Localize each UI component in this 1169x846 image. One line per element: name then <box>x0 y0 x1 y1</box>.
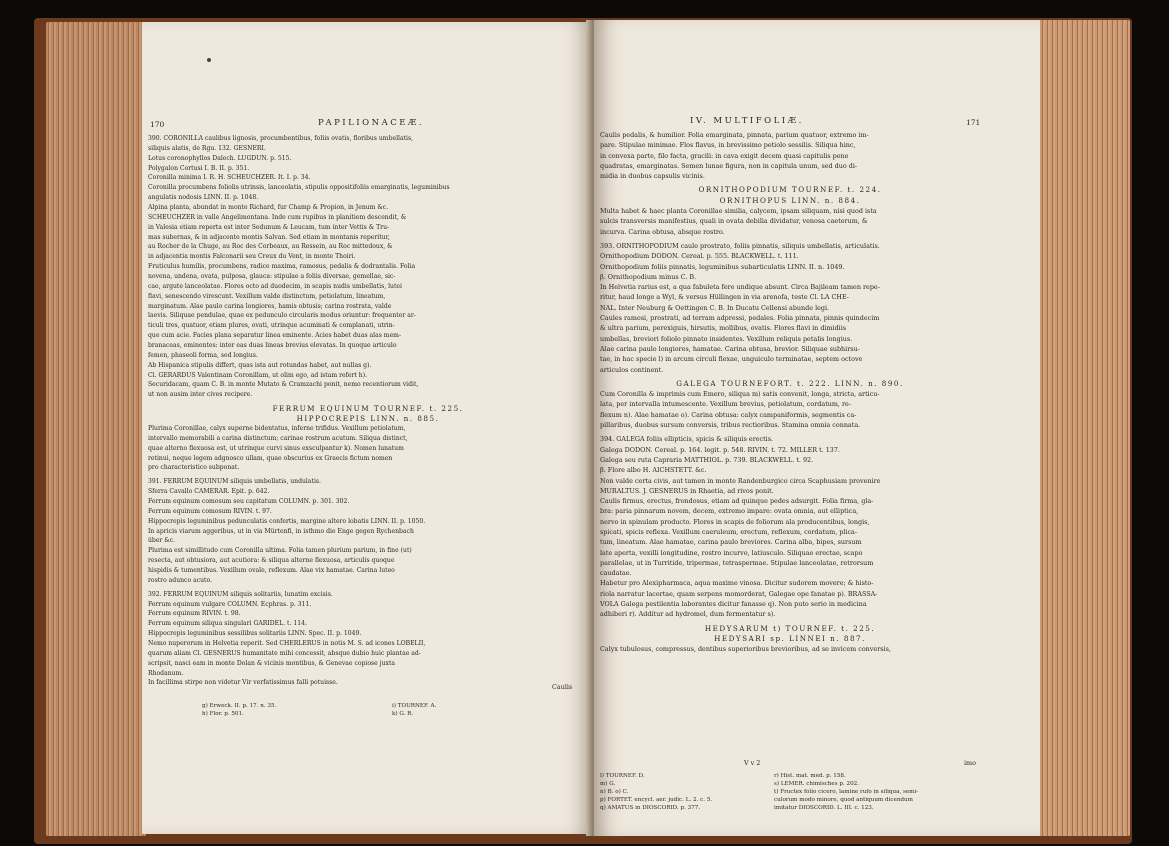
text-line: retinui, neque legem adgnosco ullam, quae obscurius ex Graecis fictum nomen <box>148 454 393 462</box>
text-line: quadratas, emarginatas. Semen lunae figura, non in capitula unum, sed duo di- <box>600 161 858 170</box>
text-line: resecta, aut obtusiora, aut acutiora: & siliqua alterne flexuosa, articulis quoque <box>148 557 395 565</box>
footnote: i) TOURNEF. A. <box>392 703 437 709</box>
text-line: adhiberi r). Additur ad hydromel, dum fermentatur s). <box>600 610 776 619</box>
text-line: FERRUM EQUINUM TOURNEF. t. 225. <box>272 404 464 414</box>
text-line: lata, per intervalla intumescente. Vexillum brevius, petiolatum, cordatum, re- <box>600 400 851 409</box>
text-line: Galega DODON. Cereal. p. 164. legit. p. 548. RIVIN. t. 72. MILLER t. 137. <box>600 445 840 454</box>
text-line: in adjacentia montis Falconarii seu Creux du Vent, in monte Thoiri. <box>148 253 356 261</box>
left-footnotes-1 <box>202 702 276 718</box>
speck <box>207 58 211 62</box>
text-line: HEDYSARUM t) TOURNEF. t. 225. <box>704 623 876 633</box>
footnote: n) B. o) C. <box>600 789 629 795</box>
text-line: Ab Hispanica stipulis differt, quas ista aut rotundas habet, aut nullas g). <box>148 361 372 369</box>
text-line: Calyx tubulosus, compressus, dentibus superioribus brevioribus, ad se invicem conversis, <box>600 645 891 654</box>
text-line: In facillima stirpe non videtur Vir verfatissimus falli potuisse. <box>148 679 338 687</box>
text-line: Ferrum equinum comosum seu capitatum COLUMN. p. 301. 302. <box>148 497 350 505</box>
text-line: au Rocher de la Chuge, au Roc des Corbeaux, au Ressein, au Roc mittedoux, & <box>148 243 393 251</box>
text-line: spicati, spicis reflexa. Vexillum caeruleum, erectum, reflexum, cordatum, plica- <box>600 527 857 536</box>
right-catchword-row <box>964 758 976 768</box>
text-line: β. Ornithopodium minus C. B. <box>600 272 697 281</box>
text-line: intervallo memorabili a carina distinctum; carinae rostrum acutum. Siliqua distinct, <box>148 434 408 442</box>
text-line: ritur, haud longe a Wyl, & versus Hüllingen in via arenofa, teste Cl. LA CHE- <box>600 293 849 302</box>
text-line: Coronilla minima I. R. H. SCHEUCHZER. It. I. p. 34. <box>148 174 311 182</box>
footnote: imitatur DIOSCORID. L. III. c. 123. <box>774 805 874 811</box>
left-running-head: PAPILIONACEÆ. <box>318 118 425 128</box>
text-line: pro characteristico subponat. <box>148 464 240 472</box>
right-footnotes-2 <box>774 772 918 812</box>
text-line: mas subernas, & in adjacente montis Salvan. Sed etiam in montanis reperitur, <box>148 233 390 241</box>
text-line: & ultra parium, perexiguis, hirsutis, mollibus, ovatis. Flores flavi in dimidiis <box>600 324 847 333</box>
text-line: tum, lineatum. Alae hamatae, carina paulo breviores. Carina alba, bipes, sursum <box>600 538 862 547</box>
text-line: MURALTUS. J. GESNERUS in Rhaetia, ad rivos ponit. <box>600 486 774 495</box>
text-line: sulcis transversis manifestius, quali in ovata debilia dividatur, venosa caeterum, & <box>600 217 868 226</box>
text-line: riola narratur lacertae, quam serpens momorderat, Galegae ope fanatae p). BRASSA- <box>600 589 878 598</box>
text-line: In Helvetia rarius est, a qua fabuleta fere undique absunt. Circa Bajileam tamen repe- <box>600 283 880 292</box>
text-line: Nemo nuperorum in Helvetia reperit. Sed CHERLERUS in notis M. S. ad icones LOBELII, <box>148 639 426 647</box>
signature-row <box>744 758 760 768</box>
text-line: β. Flore albo H. AICHSTETT. &c. <box>600 466 707 475</box>
text-line: Ferrum equinum siliqua singulari GARIDEL. t. 114. <box>148 620 307 628</box>
text-line: NAL. Inter Neuburg & Oettingen C. B. In Ducatu Cellensi abunde legi. <box>600 303 830 312</box>
text-line: Habetur pro Alexipharmaca, aqua maxime vinosa. Dicitur sudorem movere; & histo- <box>600 579 874 588</box>
text-line: ORNITHOPODIUM TOURNEF. t. 224. <box>698 185 882 195</box>
text-line: 392. FERRUM EQUINUM siliquis solitariis, lunatim excisis. <box>148 590 333 598</box>
text-line: angulatis nodosis LINN. II. p. 1048. <box>148 194 259 202</box>
text-line: Alpina planta, abundat in monte Richard, fur Champ & Propion, in Jenum &c. <box>148 204 389 212</box>
text-line: scripsit, nasci eam in monte Dolan & vicinis montibus, & Genevae copiose juxta <box>148 659 396 667</box>
right-page-number: 171 <box>966 118 981 127</box>
text-line: laevis. Siliquae pendulae, quae ex pedunculo circularis modus oriuntur: frequenter ar- <box>148 312 416 320</box>
text-line: parallelae, ut in Turritide, tripermae, tetraspermae. Stipulae lanceolatae, retrorsum <box>600 558 874 567</box>
text-line: Plurima Coronillae, calyx superne bidentatus, inferne trifidus. Vexillum petiolatum, <box>148 424 406 432</box>
text-line: Fruticulus humilis, procumbens, radice maxima, ramosus, pedalis & dodrantalis. Folia <box>148 263 416 271</box>
text-line: Ornithopodium DODON. Cereal. p. 555. BLACKWELL. t. 111. <box>600 252 799 261</box>
text-line: Ornithopodium foliis pinnatis, leguminibus subarticulatis LINN. II. n. 1049. <box>600 262 845 271</box>
footnote: l) TOURNEF. D. <box>600 773 645 779</box>
text-line: late aperta, vexilli longitudine, rostro incurvo, latiusculo. Siliquae erectae, scapo <box>600 548 863 557</box>
text-line: Ferrum equinum vulgare COLUMN. Ecphras. p. 311. <box>148 600 312 608</box>
text-line: Securidacam, quam C. B. in monte Mutato & Cramzachi ponit, nemo recentiorum vidit, <box>148 381 419 389</box>
text-line: quarum aliam Cl. GESNERUS humanitate mihi concessit, absque dubio huic plantae ad- <box>148 649 421 657</box>
text-line: In apricis viarum aggeribus, ut in via Mürtenfi, in isthmo die Enge gegen Rychenbach <box>148 527 414 535</box>
text-line: Alae carina paulo longiores, hamatae. Carina obtusa, brevior. Siliquae subhirsu- <box>600 344 860 353</box>
right-running-head: IV. MULTIFOLIÆ. <box>690 116 804 126</box>
text-line: Hippocrepis leguminibus pedunculatis confertis, margine altero lobatis LINN. II. p. 1050. <box>148 517 426 525</box>
text-line: GALEGA TOURNEFORT. t. 222. LINN. n. 890. <box>676 378 904 388</box>
text-line: Caulis firmus, erectus, frondosus, etiam ad quinque pedes adsurgit. Folia firma, gla- <box>600 497 874 506</box>
text-line: in convexa parte, filo facta, gracili: in cava exigit decem quasi capitulis pene <box>600 151 849 160</box>
catchword: Caulis <box>552 683 573 691</box>
text-line: flexum n). Alae hamatae o). Carina obtusa: calyx campaniformis, segmentis ca- <box>600 410 857 419</box>
text-line: flavi, senescendo virescunt. Vexillum valde distinctum, petiolatum, lineatum, <box>148 292 386 300</box>
text-line: caudatae. <box>600 569 632 578</box>
text-line: Rhodanum. <box>148 669 184 677</box>
footnote: g) Erweck. II. p. 17. n. 35. <box>202 703 277 709</box>
text-line: novena, undena, ovata, pulposa, glauca: stipulae a foliis diversae, gemellae, sic- <box>148 273 396 281</box>
signature-mark: V v 2 <box>744 759 761 767</box>
text-line: rostro adunco acuto. <box>148 576 212 584</box>
page-edges-right <box>1030 20 1130 836</box>
text-line: ut non ausim inter cives recipere. <box>148 391 253 399</box>
text-line: que cum acie. Facies plana separatur linea eminente. Acies habet duas alas mem- <box>148 332 402 340</box>
text-line: Hippocrepis leguminibus sessilibus solitariis LINN. Spec. II. p. 1049. <box>148 630 362 638</box>
left-page-catchword <box>552 682 572 692</box>
footnote: s) LEMER. chimisches p. 202. <box>774 781 859 787</box>
right-page-text <box>600 130 980 655</box>
left-page-number: 170 <box>150 120 165 129</box>
text-line: midia in duobus capsulis vicinis. <box>600 172 705 181</box>
text-line: Caules ramosi, prostrati, ad terram adpressi, pedales. Folia pinnata, pinnis quindecim <box>600 314 880 323</box>
text-line: 394. GALEGA foliis ellipticis, spicis & siliquis erectis. <box>600 435 774 444</box>
text-line: Coronilla procumbens foliolis utrinsis, lanceolatis, stipulis oppositifoliis emarginatis, leguminibus <box>148 184 450 192</box>
text-line: marginatum. Alae paulo carina longiores, hamis obtusis; carina rostrata, valde <box>148 302 392 310</box>
footnote: m) G. <box>600 781 616 787</box>
text-line: femen, phaseoli forma, sed longius. <box>148 351 258 359</box>
text-line: 393. ORNITHOPODIUM caule prostrato, foliis pinnatis, siliquis umbellatis, articulatis. <box>600 241 880 250</box>
text-line: HIPPOCREPIS LINN. n. 885. <box>296 414 440 424</box>
text-line: tae, in hac specie l) in arcum circuli flexae, unguiculo terminatae, septem octove <box>600 355 863 364</box>
text-line: Ferrum equinum comosum RIVIN. t. 97. <box>148 507 272 515</box>
text-line: bra: paria pinnarum novem, decem, extremo impare: ovata omnia, aut elliptica, <box>600 507 859 516</box>
text-line: Sferra Cavallo CAMERAR. Epit. p. 642. <box>148 488 270 496</box>
text-line: ticuli tres, quatuor, etiam plures, ovati, utrinque acuminati & complanati, utrin- <box>148 322 395 330</box>
text-line: articulos continent. <box>600 365 664 374</box>
text-line: 391. FERRUM EQUINUM siliquis umbellatis, undulatis. <box>148 478 321 486</box>
footnote: culorum modo minore, quod antiquum dicendum <box>774 797 913 803</box>
text-line: Multa habet & haec planta Coronillae similia, calycem, ipsam siliquam, nisi quod ista <box>600 207 877 216</box>
text-line: siliquis alatis, de Rgu. 132. GESNERI. <box>148 144 266 152</box>
footnote: q) AMATUS in DIOSCORID. p. 377. <box>600 805 701 811</box>
text-line: Ferrum equinum RIVIN. t. 98. <box>148 610 241 618</box>
text-line: Cl. GERARDUS Valentinam Coronillam, ut olim ego, ad istam refert h). <box>148 371 368 379</box>
footnote: t) Fructex folio cicero, lamine rufo in siliqua, semi- <box>774 789 919 795</box>
catchword: imo <box>964 759 976 767</box>
footnote: k) G. R. <box>392 711 414 717</box>
text-line: Polygalon Cortusi I. B. II. p. 351. <box>148 164 250 172</box>
text-line: Galega seu ruta Capraria MATTHIOL. p. 739. BLACKWELL. t. 92. <box>600 455 814 464</box>
text-line: nervo in spinulam producto. Flores in scapis de foliorum ala producentibus, longis, <box>600 517 870 526</box>
text-line: Lotus coronophyllos Dalech. LUGDUN. p. 515. <box>148 154 292 162</box>
text-line: umbellas, breviori foliolo pinnato insidentes. Vexillum reliquis petalis longius. <box>600 334 853 343</box>
footnote: p) FORTET. encycl. aer. judic. L. 2. c. 5. <box>600 797 713 803</box>
text-line: Cum Coronilla & imprimis cum Emero, siliqua m) satis convenit, longa, stricta, articu- <box>600 390 880 399</box>
text-line: branaceas, eminentes: inter eas duas lineas brevius elevatas. In quoque articulo <box>148 342 397 350</box>
text-line: HEDYSARI sp. LINNEI n. 887. <box>714 633 866 643</box>
text-line: quae alterno flexuosa est, ut utrinque curvi sinus exsculpantur k). Nomen lunatum <box>148 444 404 452</box>
text-line: hispidis & tumentibus. Vexillum ovale, reflexum. Alae vix hamatae. Carina luteo <box>148 566 395 574</box>
text-line: in Valesia etiam reperta est inter Sedunum & Leucam, tum inter Vettis & Tru- <box>148 223 390 231</box>
text-line: SCHEUCHZER in valle Angelimontana. Inde cum rupibus in planitiem descendit, & <box>148 213 407 221</box>
left-page-text <box>148 134 588 688</box>
right-footnotes-1 <box>600 772 712 812</box>
right-page <box>594 20 1040 836</box>
left-page <box>142 22 592 834</box>
text-line: Plurima est simillitudo cum Coronilla ultima. Folia tamen plurium parium, in fine (ut) <box>148 547 412 555</box>
left-footnotes-2 <box>392 702 436 718</box>
text-line: ORNITHOPUS LINN. n. 884. <box>719 195 861 205</box>
text-line: über &c. <box>148 537 176 545</box>
text-line: 390. CORONILLA caulibus lignosis, procumbentibus, foliis ovatis, floribus umbellatis, <box>148 135 414 142</box>
text-line: pillaribus, duobus sursum conversis, tribus rectioribus. Stamina omnia connata. <box>600 421 861 430</box>
text-line: cae, argute lanceolatae. Flores octo ad duodecim, in scapis nudis umbellatis, lutei <box>148 282 402 290</box>
text-line: VOLA Galega pestilentia laborantes dicitur fanasse q). Non puto serio in medicina <box>600 600 867 609</box>
text-line: Non valde certa civis, aut tamen in monte Randenburgico circa Scaphusiam provenire <box>600 476 881 485</box>
text-line: pare. Stipulae minimae. Flos flavus, in brevissimo petiolo sessilis. Siliqua hinc, <box>600 141 856 150</box>
text-line: Caulis pedalis, & humilior. Folia emarginata, pinnata, parium quatuor, extremo im- <box>600 131 869 139</box>
footnote: h) Flor. p. 501. <box>202 711 244 717</box>
footnote: r) Hist. mat. med. p. 158. <box>774 773 846 779</box>
text-line: incurva. Carina obtusa, absque rostro. <box>600 227 725 236</box>
page-edges-left <box>46 22 146 836</box>
